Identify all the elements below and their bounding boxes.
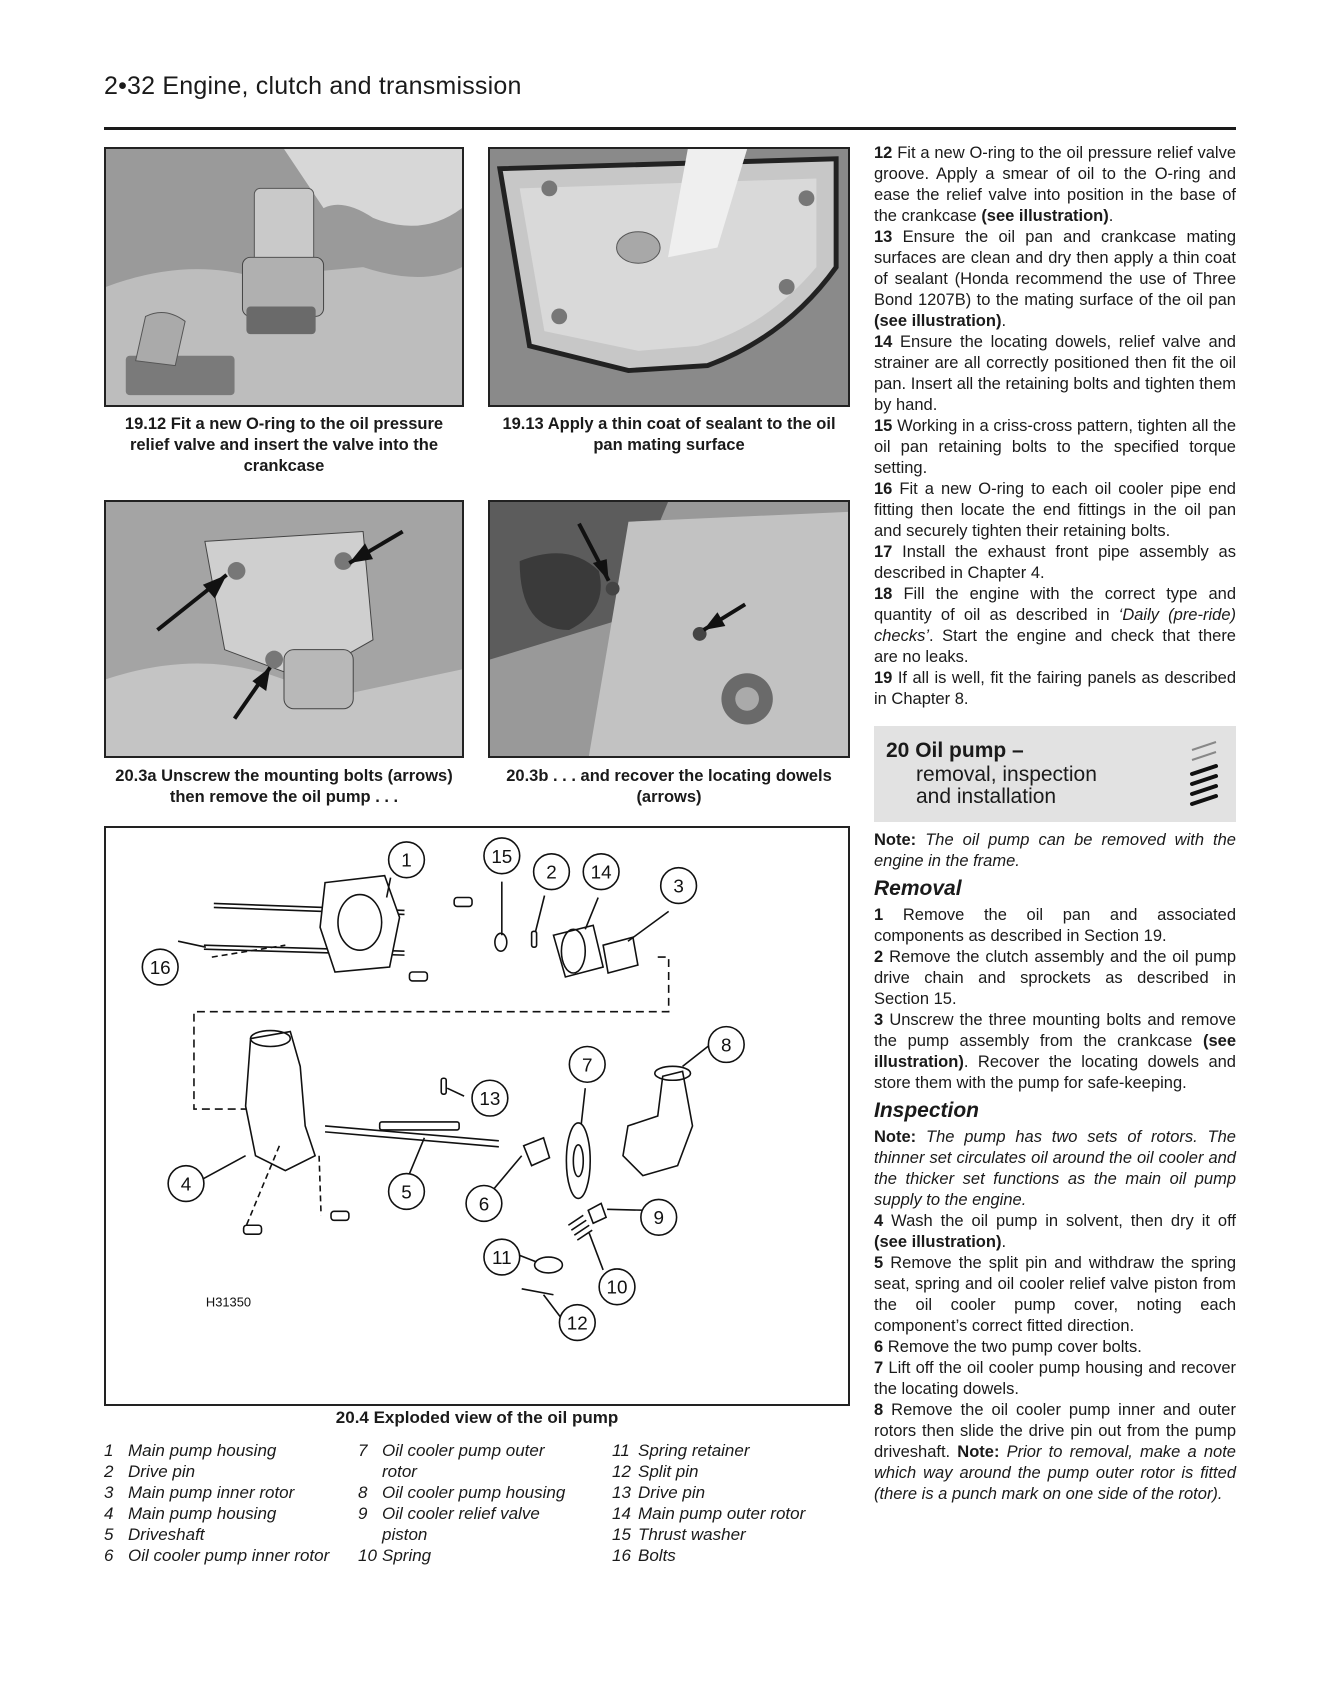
text-column-top: [874, 143, 1236, 710]
para-r1: 1 Remove the oil pan and associated components as described in Section 19.: [874, 906, 1236, 945]
svg-text:1: 1: [401, 849, 412, 871]
para-12: 12 Fit a new O-ring to the oil pressure relief valve groove. Apply a smear of oil to the O-ring and ease the relief valve into position in the base of the crankcase (see illustration).: [874, 144, 1236, 225]
removal-heading: Removal: [874, 877, 962, 900]
svg-text:2: 2: [546, 861, 557, 883]
page-header: 2•32 Engine, clutch and transmission: [104, 72, 522, 100]
svg-text:12: 12: [566, 1312, 588, 1334]
callout-11: [484, 1239, 520, 1275]
para-i8: 8 Remove the oil cooler pump inner and outer rotors then slide the drive pin out from the pump driveshaft. Note: Prior to removal, make a note which way around the pump outer rotor is fitted (there is a punch mark on one side of the rotor).: [874, 1401, 1236, 1503]
callout-8: [708, 1027, 744, 1063]
caption-20-4: 20.4 Exploded view of the oil pump: [335, 1408, 619, 1427]
para-13: 13 Ensure the oil pan and crankcase mating surfaces are clean and dry then apply a thin coat of sealant (Honda recommend the use of Three Bond 1207B) to the mating surface of the oil pan (see illustration).: [874, 228, 1236, 330]
callout-1: [389, 842, 425, 878]
para-14: 14 Ensure the locating dowels, relief valve and strainer are all correctly positioned then fit the oil pan. Insert all the retaining bolts and tighten them by hand.: [874, 333, 1236, 414]
diagram-code: H31350: [205, 1294, 252, 1310]
legend-col-2: 7 Oil cooler pump outer rotor 8 Oil cooler pump housing 9 Oil cooler relief valve piston 10 Spring: [358, 1441, 566, 1565]
photo-20-3a: [104, 500, 464, 758]
para-15: 15 Working in a criss-cross pattern, tighten all the oil pan retaining bolts to the specified torque setting.: [874, 417, 1237, 477]
para-17: 17 Install the exhaust front pipe assembly as described in Chapter 4.: [874, 543, 1236, 582]
photo-20-3b: [488, 500, 850, 758]
difficulty-spanner-icon: [1182, 736, 1226, 812]
callout-13: [472, 1080, 508, 1116]
para-19: 19 If all is well, fit the fairing panels as described in Chapter 8.: [874, 669, 1236, 708]
para-i5: 5 Remove the split pin and withdraw the spring seat, spring and oil cooler relief valve piston from the oil cooler pump cover, noting each component’s correct fitted direction.: [874, 1254, 1236, 1335]
callout-7: [569, 1046, 605, 1082]
para-r3: 3 Unscrew the three mounting bolts and remove the pump assembly from the crankcase (see illustration). Recover the locating dowels and store them with the pump for safe-keeping.: [874, 1011, 1236, 1092]
callout-6: [466, 1186, 502, 1222]
photo-19-12: [104, 147, 464, 407]
svg-text:4: 4: [180, 1173, 192, 1195]
legend-col-3: 11 Spring retainer 12 Split pin 13 Drive pin 14 Main pump outer rotor 15 Thrust washer 16 Bolts: [612, 1441, 806, 1565]
callout-2: [534, 854, 570, 890]
section-20-heading: 20 Oil pump – removal, inspection and installation: [874, 726, 1236, 822]
callout-9: [641, 1199, 677, 1235]
para-i7: 7 Lift off the oil cooler pump housing and recover the locating dowels.: [874, 1359, 1236, 1398]
callout-10: [599, 1269, 635, 1305]
svg-text:7: 7: [581, 1054, 593, 1076]
text-column-bottom: [874, 830, 1236, 1505]
callout-5: [389, 1174, 425, 1210]
svg-text:11: 11: [492, 1246, 512, 1268]
note-1: Note: The oil pump can be removed with the engine in the frame.: [874, 831, 1236, 870]
note-2: Note: The pump has two sets of rotors. The thinner set circulates oil around the oil cooler and the thicker set functions as the main oil pump supply to the engine.: [874, 1128, 1236, 1209]
para-r2: 2 Remove the clutch assembly and the oil pump drive chain and sprockets as described in Section 15.: [874, 948, 1236, 1008]
photo-19-13: [488, 147, 850, 407]
header-rule: [104, 127, 1236, 130]
svg-text:14: 14: [590, 861, 612, 883]
svg-text:16: 16: [149, 956, 171, 978]
callout-3: [661, 868, 697, 904]
callout-15: [484, 838, 520, 874]
callout-16: [142, 949, 178, 985]
svg-text:3: 3: [673, 875, 684, 897]
caption-20-3a: 20.3a Unscrew the mounting bolts (arrows) then remove the oil pump . . .: [115, 767, 453, 806]
svg-text:10: 10: [606, 1276, 628, 1298]
callout-12: [559, 1305, 595, 1341]
svg-text:8: 8: [721, 1034, 732, 1056]
inspection-heading: Inspection: [874, 1099, 980, 1122]
callout-14: [583, 854, 619, 890]
para-i4: 4 Wash the oil pump in solvent, then dry it off (see illustration).: [874, 1212, 1236, 1251]
para-i6: 6 Remove the two pump cover bolts.: [874, 1338, 1142, 1356]
caption-20-3b: 20.3b . . . and recover the locating dowels (arrows): [506, 767, 832, 806]
caption-19-13: 19.13 Apply a thin coat of sealant to the oil pan mating surface: [502, 415, 836, 454]
para-16: 16 Fit a new O-ring to each oil cooler pipe end fitting then locate the end fittings in the oil pan and securely tighten their retaining bolts.: [874, 480, 1236, 540]
legend-col-1: 1 Main pump housing 2 Drive pin 3 Main pump inner rotor 4 Main pump housing 5 Driveshaft 6 Oil cooler pump inner rotor: [104, 1441, 330, 1565]
svg-text:6: 6: [478, 1193, 490, 1215]
para-18: 18 Fill the engine with the correct type and quantity of oil as described in ‘Daily (pre-ride) checks’. Start the engine and check that there are no leaks.: [874, 585, 1236, 666]
svg-text:9: 9: [653, 1207, 664, 1229]
callout-4: [168, 1166, 204, 1202]
exploded-diagram-20-4: [104, 826, 850, 1406]
svg-text:13: 13: [479, 1088, 501, 1110]
svg-text:5: 5: [401, 1181, 412, 1203]
caption-19-12: 19.12 Fit a new O-ring to the oil pressure relief valve and insert the valve into the crankcase: [124, 415, 444, 475]
svg-text:15: 15: [491, 845, 513, 867]
